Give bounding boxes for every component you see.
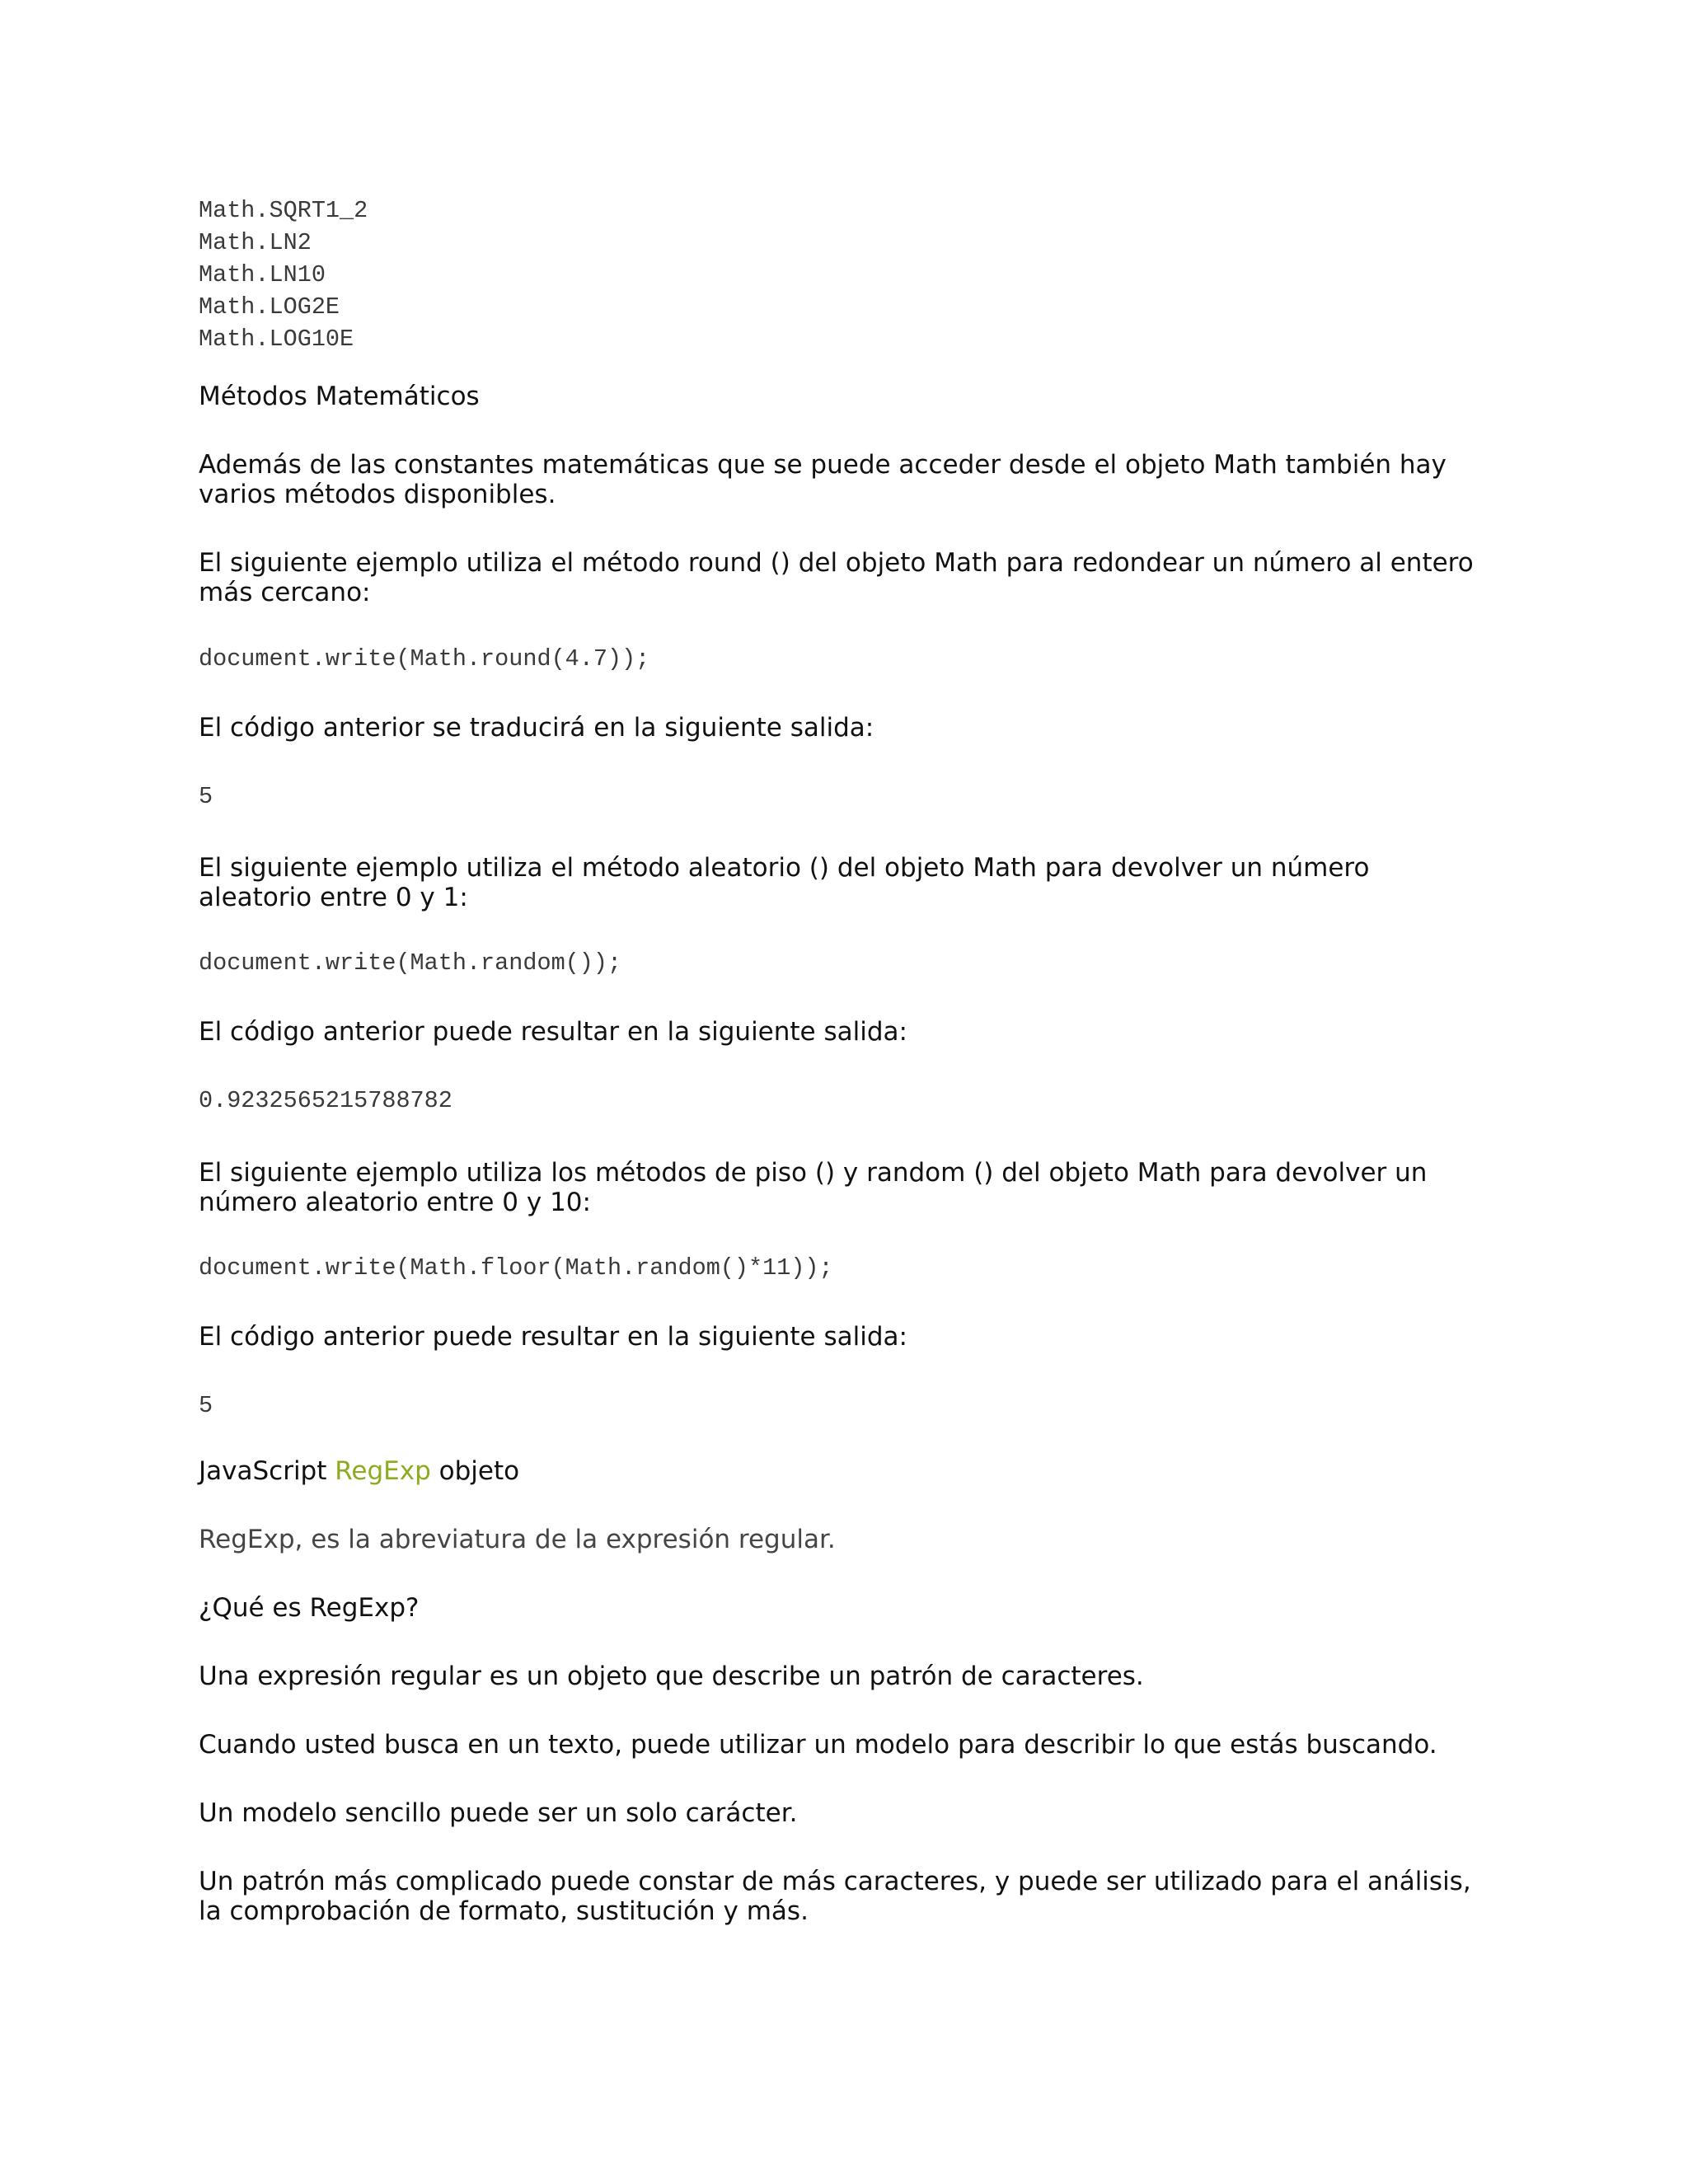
paragraph-floor: El siguiente ejemplo utiliza los métodos de piso () y random () del objeto Math para devolver un número aleatorio entre 0 y 10:	[199, 1158, 1428, 1217]
regexp-heading	[199, 1456, 1484, 1486]
regexp-heading-prefix: JavaScript	[199, 1456, 335, 1486]
paragraph-intro: Además de las constantes matemáticas que se puede acceder desde el objeto Math también hay varios métodos disponibles.	[199, 450, 1447, 509]
regexp-search: Cuando usted busca en un texto, puede utilizar un modelo para describir lo que estás buscando.	[199, 1730, 1437, 1760]
paragraph-random-output: El código anterior puede resultar en la siguiente salida:	[199, 1017, 907, 1047]
code-floor: document.write(Math.floor(Math.random()*11));	[199, 1254, 833, 1282]
regexp-definition: Una expresión regular es un objeto que describe un patrón de caracteres.	[199, 1661, 1144, 1691]
regexp-link[interactable]: RegExp	[335, 1456, 431, 1486]
constant-sqrt1-2: Math.SQRT1_2	[199, 197, 368, 224]
regexp-complex: Un patrón más complicado puede constar de más caracteres, y puede ser utilizado para el análisis, la comprobación de formato, sustitución y más.	[199, 1867, 1471, 1926]
document-page	[199, 194, 1484, 1926]
regexp-simple: Un modelo sencillo puede ser un solo carácter.	[199, 1798, 798, 1828]
output-floor: 5	[199, 1392, 213, 1419]
regexp-question: ¿Qué es RegExp?	[199, 1593, 420, 1623]
paragraph-round-output: El código anterior se traducirá en la siguiente salida:	[199, 713, 874, 743]
code-round: document.write(Math.round(4.7));	[199, 645, 650, 673]
paragraph-random: El siguiente ejemplo utiliza el método aleatorio () del objeto Math para devolver un número aleatorio entre 0 y 1:	[199, 853, 1370, 912]
paragraph-round: El siguiente ejemplo utiliza el método round () del objeto Math para redondear un número al entero más cercano:	[199, 548, 1474, 607]
output-round: 5	[199, 783, 213, 810]
constant-ln10: Math.LN10	[199, 261, 326, 288]
regexp-abbreviation: RegExp, es la abreviatura de la expresión regular.	[199, 1525, 836, 1554]
regexp-heading-suffix: objeto	[430, 1456, 520, 1486]
paragraph-floor-output: El código anterior puede resultar en la siguiente salida:	[199, 1322, 907, 1352]
output-random: 0.9232565215788782	[199, 1087, 452, 1114]
heading-methods: Métodos Matemáticos	[199, 382, 480, 411]
constant-log2e: Math.LOG2E	[199, 293, 340, 321]
constant-ln2: Math.LN2	[199, 229, 312, 256]
constant-log10e: Math.LOG10E	[199, 326, 354, 353]
code-random: document.write(Math.random());	[199, 949, 622, 977]
constants-list	[199, 194, 1484, 355]
